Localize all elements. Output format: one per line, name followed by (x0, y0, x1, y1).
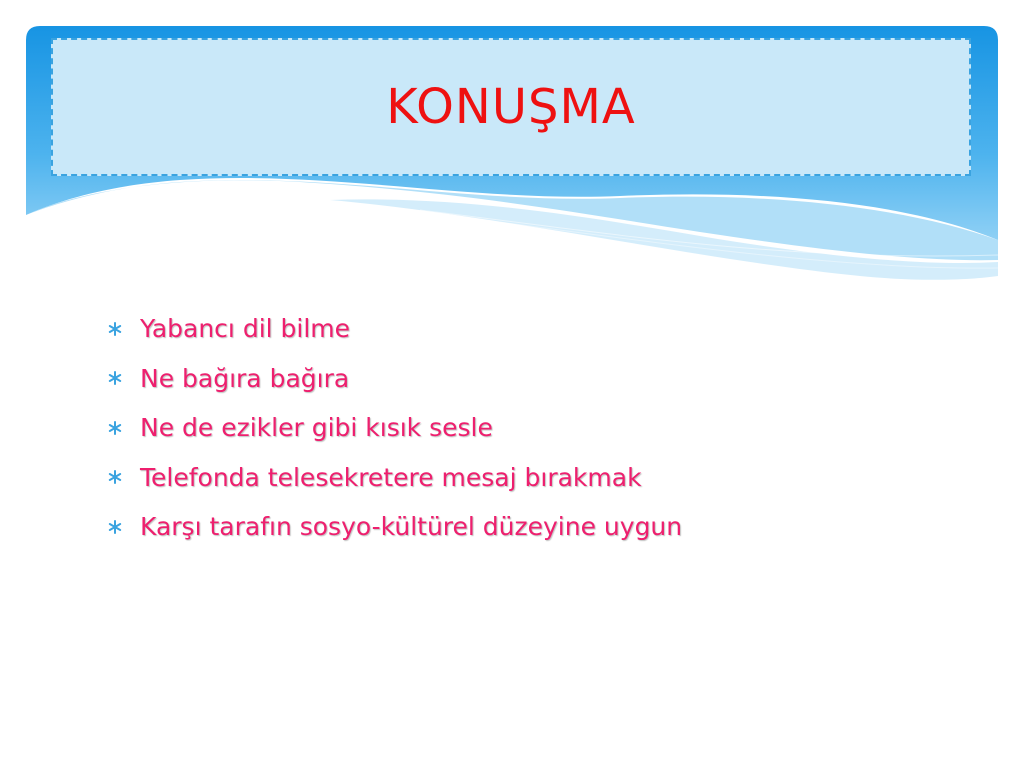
asterisk-icon (108, 319, 140, 339)
bullet-text: Ne bağıra bağıra (140, 363, 350, 393)
bullet-list (108, 304, 968, 552)
asterisk-icon (108, 467, 140, 487)
bullet-item (108, 403, 968, 453)
bullet-item (108, 354, 968, 404)
title-box (51, 38, 971, 176)
bullet-item (108, 453, 968, 503)
asterisk-icon (108, 368, 140, 388)
asterisk-icon (108, 418, 140, 438)
bullet-item (108, 502, 968, 552)
bullet-item (108, 304, 968, 354)
slide-title: KONUŞMA (386, 79, 636, 135)
bullet-text: Ne de ezikler gibi kısık sesle (140, 413, 493, 443)
asterisk-icon (108, 517, 140, 537)
bullet-text: Karşı tarafın sosyo-kültürel düzeyine uygun (140, 512, 683, 542)
bullet-content (108, 304, 968, 552)
bullet-text: Telefonda telesekretere mesaj bırakmak (140, 462, 642, 492)
bullet-text: Yabancı dil bilme (140, 314, 351, 344)
